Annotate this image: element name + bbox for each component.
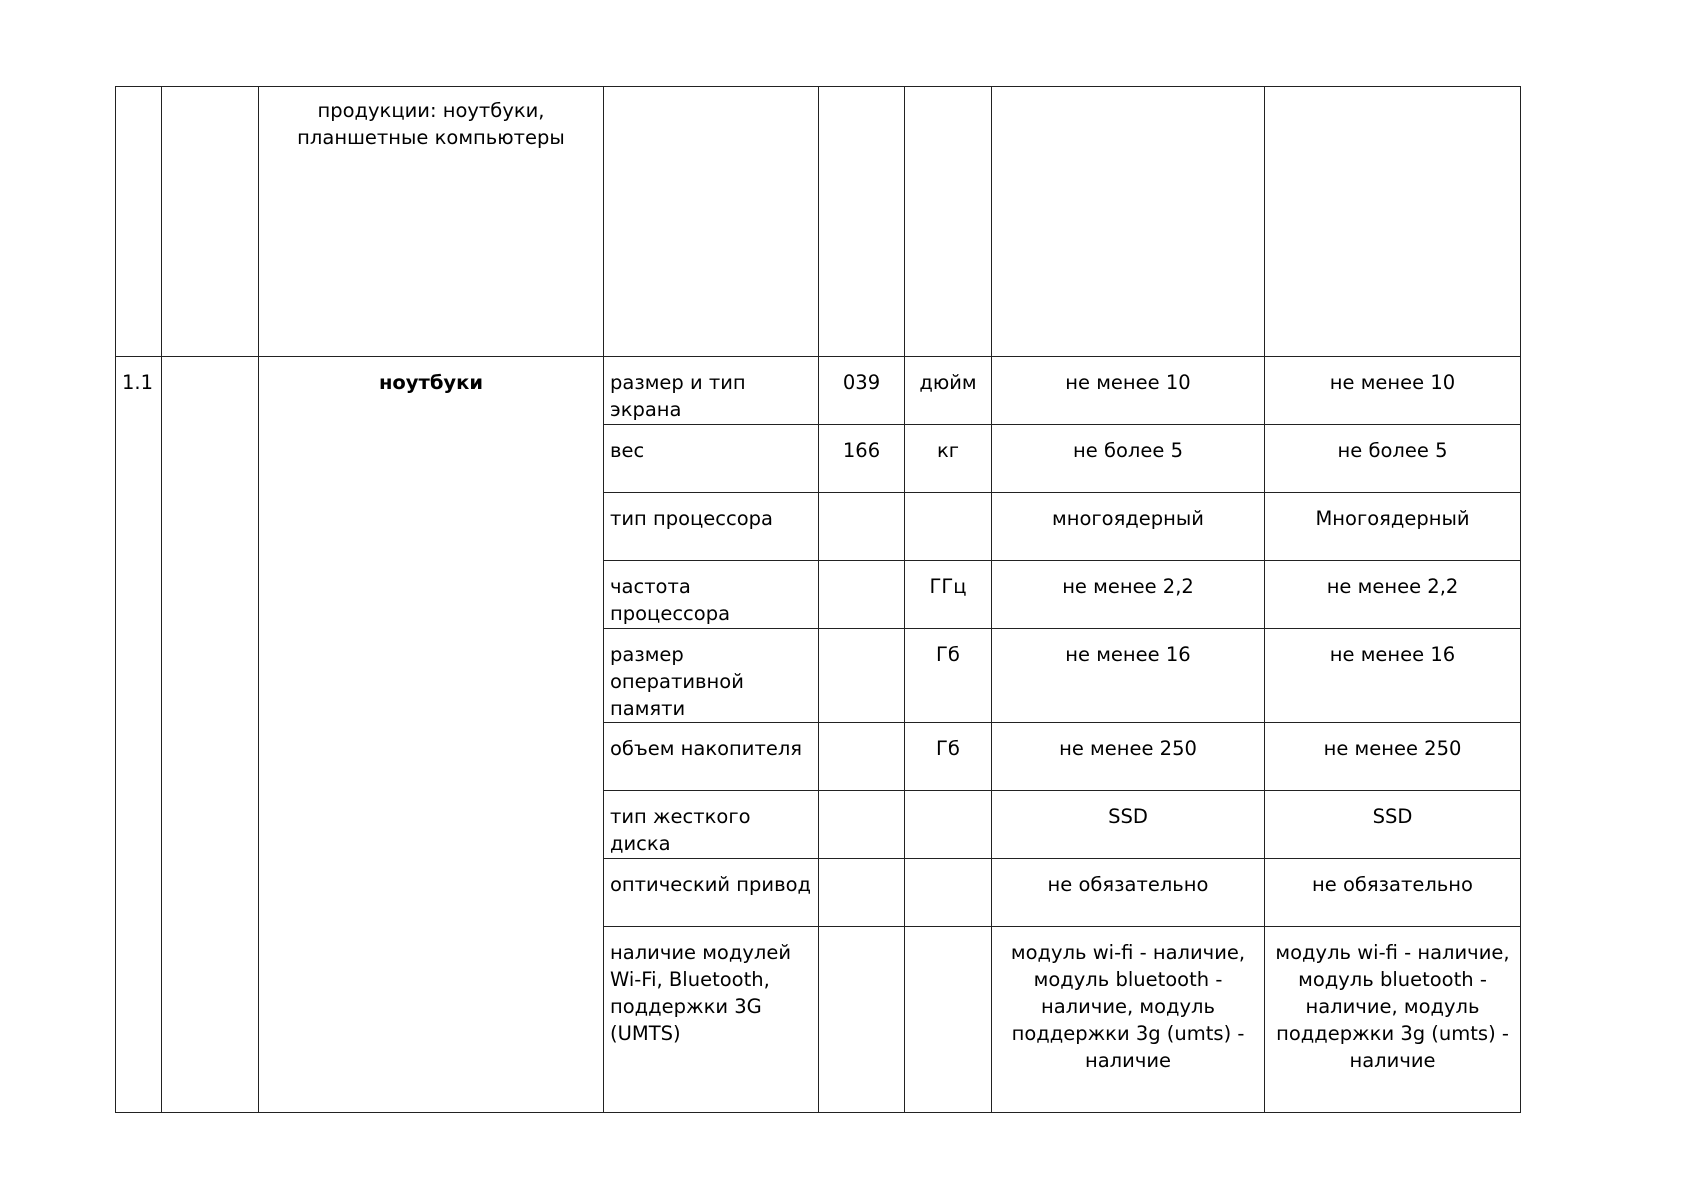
characteristic-name: наличие модулей Wi-Fi, Bluetooth, поддержки 3G (UMTS) xyxy=(604,927,819,1113)
offered-value: модуль wi-fi - наличие, модуль bluetooth - наличие, модуль поддержки 3g (umts) - наличие xyxy=(1265,927,1521,1113)
required-value: многоядерный xyxy=(992,493,1265,561)
required-value: не обязательно xyxy=(992,859,1265,927)
okei-code xyxy=(819,629,905,723)
table-row xyxy=(116,357,1521,425)
item-name: ноутбуки xyxy=(259,357,604,1113)
characteristic-name: тип процессора xyxy=(604,493,819,561)
required-value: не менее 10 xyxy=(992,357,1265,425)
code-cell xyxy=(162,87,259,357)
okei-code: 166 xyxy=(819,425,905,493)
okei-code xyxy=(819,927,905,1113)
offered-value-cell xyxy=(1265,87,1521,357)
required-value: не менее 2,2 xyxy=(992,561,1265,629)
number-cell xyxy=(116,87,162,357)
required-value: модуль wi-fi - наличие, модуль bluetooth - наличие, модуль поддержки 3g (umts) - наличие xyxy=(992,927,1265,1113)
description-line: планшетные компьютеры xyxy=(297,126,565,149)
characteristic-name: тип жесткого диска xyxy=(604,791,819,859)
specification-table xyxy=(115,86,1521,1113)
item-number: 1.1 xyxy=(116,357,162,1113)
unit-cell xyxy=(905,87,992,357)
item-code-cell xyxy=(162,357,259,1113)
description-line: продукции: ноутбуки, xyxy=(317,99,545,122)
unit-of-measure: ГГц xyxy=(905,561,992,629)
unit-of-measure: дюйм xyxy=(905,357,992,425)
unit-of-measure xyxy=(905,493,992,561)
unit-of-measure xyxy=(905,791,992,859)
offered-value: Многоядерный xyxy=(1265,493,1521,561)
item-body xyxy=(116,357,1521,1113)
okei-code xyxy=(819,493,905,561)
unit-of-measure: Гб xyxy=(905,629,992,723)
characteristic-cell xyxy=(604,87,819,357)
offered-value: не обязательно xyxy=(1265,859,1521,927)
unit-of-measure: кг xyxy=(905,425,992,493)
okei-code xyxy=(819,723,905,791)
description-cell xyxy=(259,87,604,357)
unit-of-measure xyxy=(905,927,992,1113)
offered-value: не более 5 xyxy=(1265,425,1521,493)
okei-code-cell xyxy=(819,87,905,357)
characteristic-name: вес xyxy=(604,425,819,493)
okei-code xyxy=(819,791,905,859)
okei-code xyxy=(819,859,905,927)
required-value: не менее 16 xyxy=(992,629,1265,723)
unit-of-measure xyxy=(905,859,992,927)
required-value: SSD xyxy=(992,791,1265,859)
unit-of-measure: Гб xyxy=(905,723,992,791)
characteristic-name: объем накопителя xyxy=(604,723,819,791)
required-value: не менее 250 xyxy=(992,723,1265,791)
offered-value: не менее 2,2 xyxy=(1265,561,1521,629)
offered-value: не менее 16 xyxy=(1265,629,1521,723)
characteristic-name: оптический привод xyxy=(604,859,819,927)
characteristic-name: размер и тип экрана xyxy=(604,357,819,425)
required-value-cell xyxy=(992,87,1265,357)
characteristic-name: частота процессора xyxy=(604,561,819,629)
offered-value: не менее 10 xyxy=(1265,357,1521,425)
okei-code: 039 xyxy=(819,357,905,425)
required-value: не более 5 xyxy=(992,425,1265,493)
continuation-row xyxy=(116,87,1521,357)
characteristic-name: размер оперативной памяти xyxy=(604,629,819,723)
offered-value: SSD xyxy=(1265,791,1521,859)
offered-value: не менее 250 xyxy=(1265,723,1521,791)
okei-code xyxy=(819,561,905,629)
